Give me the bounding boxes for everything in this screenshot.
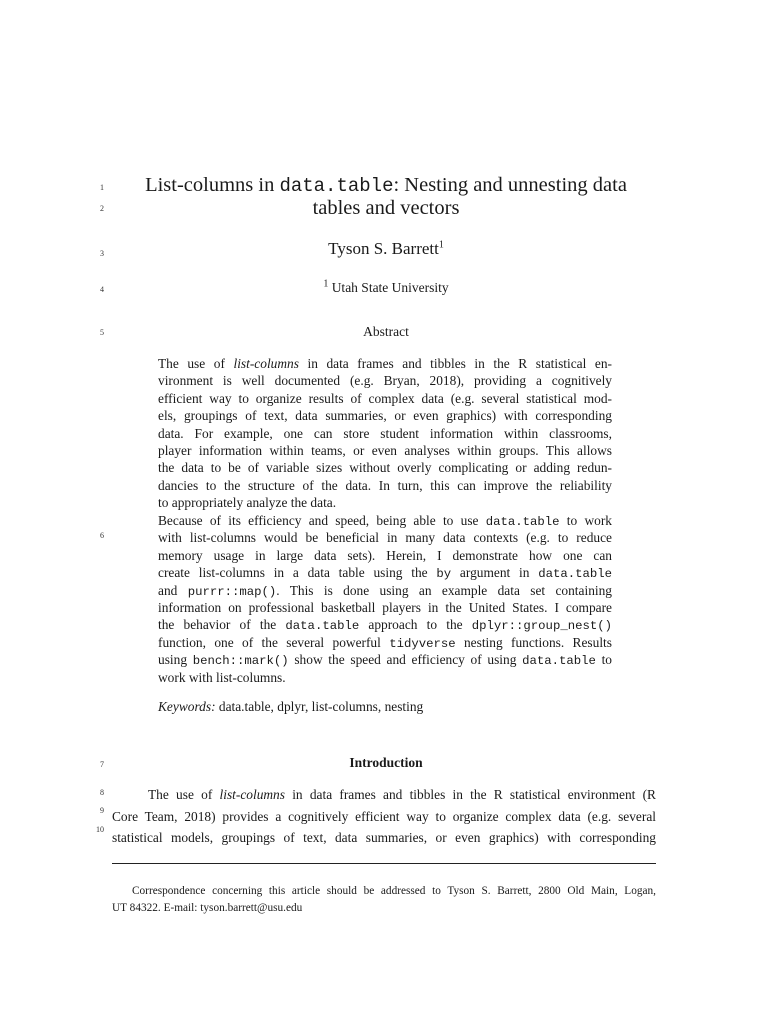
line-number-4: 4 bbox=[100, 285, 104, 294]
abstract-line: work with list-columns. bbox=[158, 669, 286, 685]
title-code: data.table bbox=[279, 175, 394, 197]
footnote-line-2: UT 84322. E-mail: tyson.barrett@usu.edu bbox=[112, 902, 303, 914]
abstract-line: the data to be of variable sizes without overly complicating or adding redun- bbox=[158, 460, 612, 476]
title-text-start: List-columns in bbox=[145, 174, 280, 196]
text: The use of bbox=[158, 356, 234, 371]
text: show the speed and efficiency of using bbox=[288, 652, 523, 668]
paper-title bbox=[112, 174, 660, 219]
body-line bbox=[112, 784, 656, 806]
line-number-8: 8 bbox=[100, 788, 104, 797]
abstract-line: memory usage in large data sets). Herein, I demonstrate how one can bbox=[158, 547, 612, 563]
abstract-line bbox=[158, 512, 612, 529]
text: and bbox=[158, 582, 188, 598]
inline-code: bench::mark() bbox=[192, 654, 289, 669]
line-number-6: 6 bbox=[100, 531, 104, 540]
line-number-7: 7 bbox=[100, 760, 104, 769]
abstract-line bbox=[158, 634, 612, 651]
abstract-heading: Abstract bbox=[363, 324, 409, 339]
line-number-5: 5 bbox=[100, 328, 104, 337]
text: to bbox=[595, 652, 612, 668]
line-number-2: 2 bbox=[100, 204, 104, 213]
keywords-label: Keywords: bbox=[158, 699, 216, 714]
emphasis: list-columns bbox=[233, 356, 299, 371]
keywords bbox=[158, 699, 423, 715]
abstract-paragraph-1 bbox=[158, 355, 612, 512]
inline-code: data.table bbox=[485, 515, 560, 529]
text: The use of bbox=[148, 787, 220, 802]
text: the behavior of the bbox=[158, 617, 286, 633]
body-line: Core Team, 2018) provides a cognitively efficient way to organize complex data (e.g. several bbox=[112, 808, 656, 824]
abstract-paragraph-2 bbox=[158, 512, 612, 686]
abstract-line bbox=[158, 616, 612, 633]
inline-code: tidyverse bbox=[389, 636, 456, 651]
keywords-list: data.table, dplyr, list-columns, nesting bbox=[215, 699, 424, 714]
abstract-line bbox=[158, 355, 612, 372]
abstract-line: els, groupings of text, data summaries, or even graphics) with corresponding bbox=[158, 408, 612, 424]
line-number-9: 9 bbox=[100, 806, 104, 815]
text: argument in bbox=[451, 565, 539, 581]
text: in data frames and tibbles in the R statistical en- bbox=[298, 356, 612, 371]
text: Because of its efficiency and speed, being able to use bbox=[158, 513, 486, 528]
title-text-end: : Nesting and unnesting data bbox=[393, 174, 627, 196]
author bbox=[112, 239, 660, 259]
inline-code: data.table bbox=[538, 567, 612, 582]
footnote bbox=[112, 883, 656, 917]
inline-code: purrr::map() bbox=[187, 584, 277, 599]
abstract-line bbox=[158, 582, 612, 599]
inline-code: by bbox=[436, 567, 452, 582]
abstract-line bbox=[158, 564, 612, 581]
abstract-line: efficient way to organize results of complex data (e.g. several statistical mod- bbox=[158, 390, 612, 406]
abstract-line: vironment is well documented (e.g. Bryan, 2018), providing a cognitively bbox=[158, 373, 612, 389]
affiliation bbox=[112, 280, 660, 296]
footnote-rule bbox=[112, 863, 656, 864]
abstract-line: information on professional basketball players in the United States. I compare bbox=[158, 599, 612, 615]
inline-code: data.table bbox=[522, 654, 596, 669]
author-affil-sup: 1 bbox=[438, 239, 444, 251]
text: function, one of the several powerful bbox=[158, 634, 390, 650]
text: create list-columns in a data table using the bbox=[158, 565, 437, 581]
affil-name: Utah State University bbox=[328, 280, 449, 295]
text: nesting functions. Results bbox=[455, 634, 612, 650]
footnote-line-1: Correspondence concerning this article should be addressed to Tyson S. Barrett, 2800 Old Main, Logan, bbox=[132, 885, 656, 897]
introduction-heading: Introduction bbox=[349, 755, 423, 770]
inline-code: dplyr::group_nest() bbox=[471, 619, 612, 634]
line-number-10: 10 bbox=[96, 825, 104, 834]
emphasis: list-columns bbox=[219, 787, 285, 802]
abstract-line: data. For example, one can store student information within classrooms, bbox=[158, 425, 612, 441]
text: in data frames and tibbles in the R statistical environment (R bbox=[284, 787, 656, 802]
introduction-body bbox=[112, 784, 656, 849]
abstract-line: player information within teams, or even analyses within groups. This allows bbox=[158, 442, 612, 458]
author-name: Tyson S. Barrett bbox=[328, 239, 439, 258]
abstract-line: dancies to the structure of the data. In turn, this can improve the reliability bbox=[158, 477, 612, 493]
abstract-line: to appropriately analyze the data. bbox=[158, 495, 337, 511]
abstract-line: with list-columns would be beneficial in many data contexts (e.g. to reduce bbox=[158, 530, 612, 546]
line-number-1: 1 bbox=[100, 183, 104, 192]
affil-sup: 1 bbox=[323, 278, 329, 290]
text: using bbox=[158, 652, 193, 668]
line-number-3: 3 bbox=[100, 249, 104, 258]
text: approach to the bbox=[359, 617, 472, 633]
body-line: statistical models, groupings of text, data summaries, or even graphics) with corresponding bbox=[112, 830, 656, 846]
text: . This is done using an example data set containing bbox=[276, 582, 612, 598]
inline-code: data.table bbox=[285, 619, 360, 634]
title-line-2: tables and vectors bbox=[312, 197, 460, 219]
abstract-line bbox=[158, 651, 612, 668]
text: to work bbox=[559, 513, 612, 528]
